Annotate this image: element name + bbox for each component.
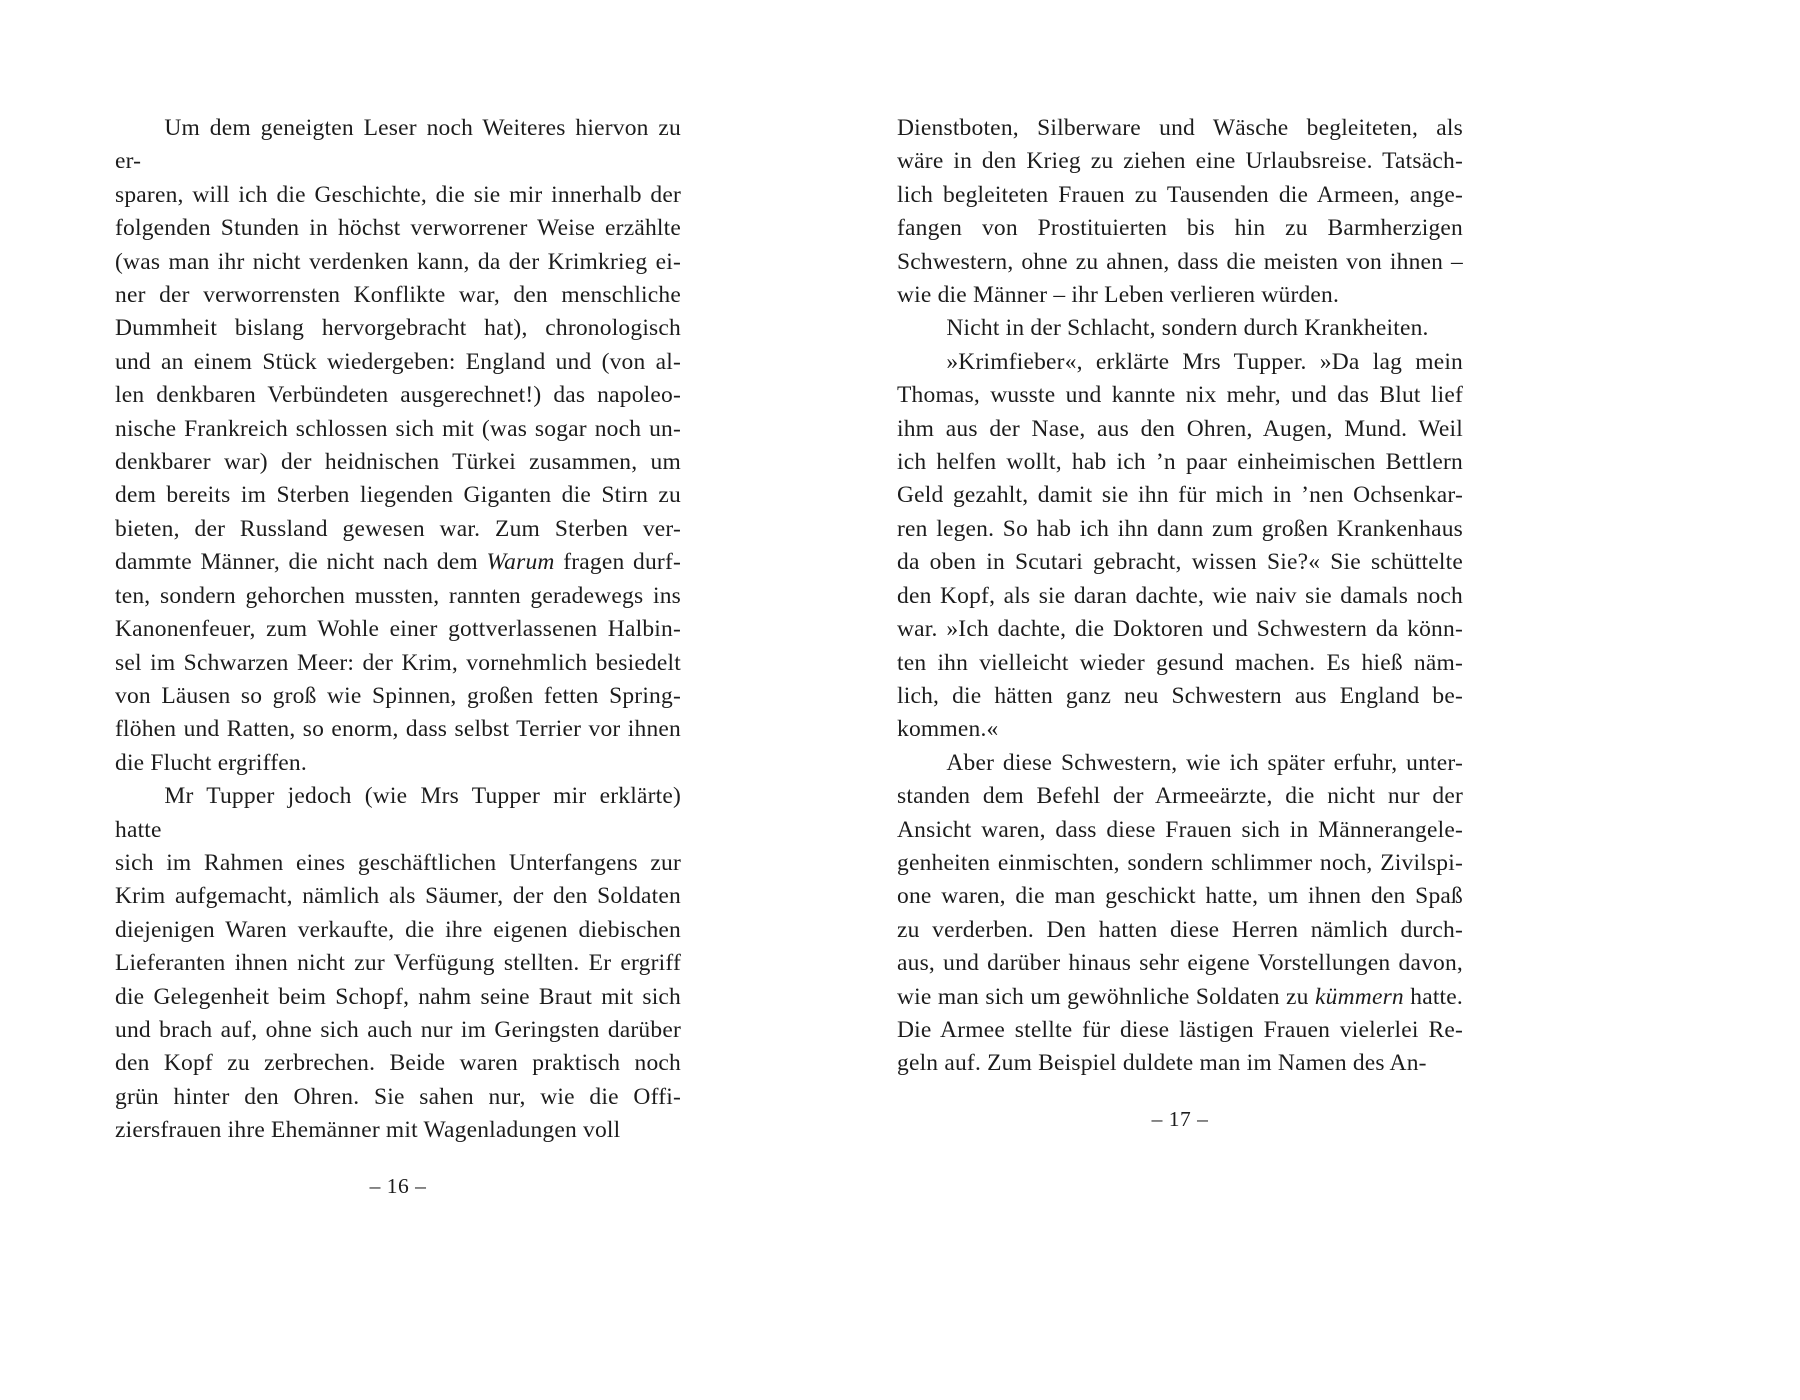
book-line: ten, sondern gehorchen mussten, rannten geradewegs ins	[115, 582, 681, 609]
book-line: ren legen. So hab ich ihn dann zum großen Krankenhaus	[897, 515, 1463, 542]
book-line: Dummheit bislang hervorgebracht hat), chronologisch	[115, 315, 681, 342]
book-line: Aber diese Schwestern, wie ich später erfuhr, unter-	[946, 749, 1463, 776]
book-line: ziersfrauen ihre Ehemänner mit Wagenladungen voll	[115, 1117, 621, 1144]
book-line: genheiten einmischten, sondern schlimmer noch, Zivilspi-	[897, 849, 1463, 876]
page-number: – 17 –	[1151, 1106, 1209, 1131]
book-line: die Flucht ergriffen.	[115, 749, 307, 776]
book-line: von Läusen so groß wie Spinnen, großen fetten Spring-	[115, 682, 681, 709]
book-line: kommen.«	[897, 716, 999, 743]
book-line: Mr Tupper jedoch (wie Mrs Tupper mir erklärte) hatte	[115, 783, 681, 843]
book-line: dem bereits im Sterben liegenden Giganten die Stirn zu	[115, 482, 681, 509]
book-line: Lieferanten ihnen nicht zur Verfügung stellten. Er ergriff	[115, 950, 681, 977]
book-line: »Krimfieber«, erklärte Mrs Tupper. »Da lag mein	[946, 348, 1463, 375]
page-body	[897, 112, 1463, 1081]
book-line: flöhen und Ratten, so enorm, dass selbst Terrier vor ihnen	[115, 716, 681, 743]
book-line: ten ihn vielleicht wieder gesund machen. Es hieß näm-	[897, 649, 1463, 676]
book-line: Ansicht waren, dass diese Frauen sich in Männerangele-	[897, 816, 1463, 843]
book-line: wie man sich um gewöhnliche Soldaten zu kümmern hatte.	[897, 983, 1463, 1010]
book-line: Die Armee stellte für diese lästigen Frauen vielerlei Re-	[897, 1016, 1463, 1043]
book-line: ich helfen wollt, hab ich ’n paar einheimischen Bettlern	[897, 449, 1463, 476]
book-line: one waren, die man geschickt hatte, um ihnen den Spaß	[897, 883, 1463, 910]
book-line: len denkbaren Verbündeten ausgerechnet!) das napoleo-	[115, 382, 681, 409]
book-line: diejenigen Waren verkaufte, die ihre eigenen diebischen	[115, 916, 681, 943]
book-line: bieten, der Russland gewesen war. Zum Sterben ver-	[115, 515, 681, 542]
book-line: folgenden Stunden in höchst verworrener Weise erzählte	[115, 215, 681, 242]
book-line: Schwestern, ohne zu ahnen, dass die meisten von ihnen –	[897, 248, 1463, 275]
page-body	[115, 112, 681, 1148]
book-line: Thomas, wusste und kannte nix mehr, und das Blut lief	[897, 382, 1463, 409]
book-line: sparen, will ich die Geschichte, die sie mir innerhalb der	[115, 181, 681, 208]
book-line: standen dem Befehl der Armeeärzte, die nicht nur der	[897, 783, 1463, 810]
book-line: sel im Schwarzen Meer: der Krim, vornehmlich besiedelt	[115, 649, 681, 676]
book-line: Dienstboten, Silberware und Wäsche begleiteten, als	[897, 115, 1463, 141]
book-line: denkbarer war) der heidnischen Türkei zusammen, um	[115, 449, 681, 476]
book-line: geln auf. Zum Beispiel duldete man im Namen des An-	[897, 1050, 1427, 1077]
page-number: – 16 –	[369, 1173, 427, 1198]
book-line: Kanonenfeuer, zum Wohle einer gottverlassenen Halbin-	[115, 616, 681, 643]
book-line: nische Frankreich schlossen sich mit (was sogar noch un-	[115, 415, 681, 442]
book-line: ihm aus der Nase, aus den Ohren, Augen, Mund. Weil	[897, 415, 1463, 442]
book-line: den Kopf zu zerbrechen. Beide waren praktisch noch	[115, 1050, 681, 1077]
book-line: wie die Männer – ihr Leben verlieren würden.	[897, 282, 1340, 309]
book-line: (was man ihr nicht verdenken kann, da der Krimkrieg ei-	[115, 248, 681, 275]
book-line: lich begleiteten Frauen zu Tausenden die Armeen, ange-	[897, 181, 1463, 208]
page-left	[115, 112, 681, 1199]
book-line: und an einem Stück wiedergeben: England und (von al-	[115, 348, 681, 375]
book-line: dammte Männer, die nicht nach dem Warum fragen durf-	[115, 549, 681, 576]
book-line: die Gelegenheit beim Schopf, nahm seine Braut mit sich	[115, 983, 681, 1010]
book-line: war. »Ich dachte, die Doktoren und Schwestern da könn-	[897, 616, 1463, 643]
book-line: sich im Rahmen eines geschäftlichen Unterfangens zur	[115, 849, 681, 876]
book-line: Krim aufgemacht, nämlich als Säumer, der den Soldaten	[115, 883, 681, 910]
book-line: ner der verworrensten Konflikte war, den menschliche	[115, 282, 681, 309]
book-line: den Kopf, als sie daran dachte, wie naiv sie damals noch	[897, 582, 1463, 609]
book-line: aus, und darüber hinaus sehr eigene Vorstellungen davon,	[897, 950, 1463, 977]
book-line: da oben in Scutari gebracht, wissen Sie?« Sie schüttelte	[897, 549, 1463, 576]
book-line: fangen von Prostituierten bis hin zu Barmherzigen	[897, 215, 1463, 242]
book-line: Nicht in der Schlacht, sondern durch Krankheiten.	[946, 315, 1429, 342]
book-line: wäre in den Krieg zu ziehen eine Urlaubsreise. Tatsäch-	[897, 148, 1463, 175]
book-line: und brach auf, ohne sich auch nur im Geringsten darüber	[115, 1016, 681, 1043]
page-right	[897, 112, 1463, 1132]
book-line: lich, die hätten ganz neu Schwestern aus England be-	[897, 682, 1463, 709]
book-line: grün hinter den Ohren. Sie sahen nur, wie die Offi-	[115, 1083, 681, 1110]
book-line: Geld gezahlt, damit sie ihn für mich in ’nen Ochsenkar-	[897, 482, 1463, 509]
book-line: zu verderben. Den hatten diese Herren nämlich durch-	[897, 916, 1463, 943]
book-line: Um dem geneigten Leser noch Weiteres hiervon zu er-	[115, 115, 681, 175]
